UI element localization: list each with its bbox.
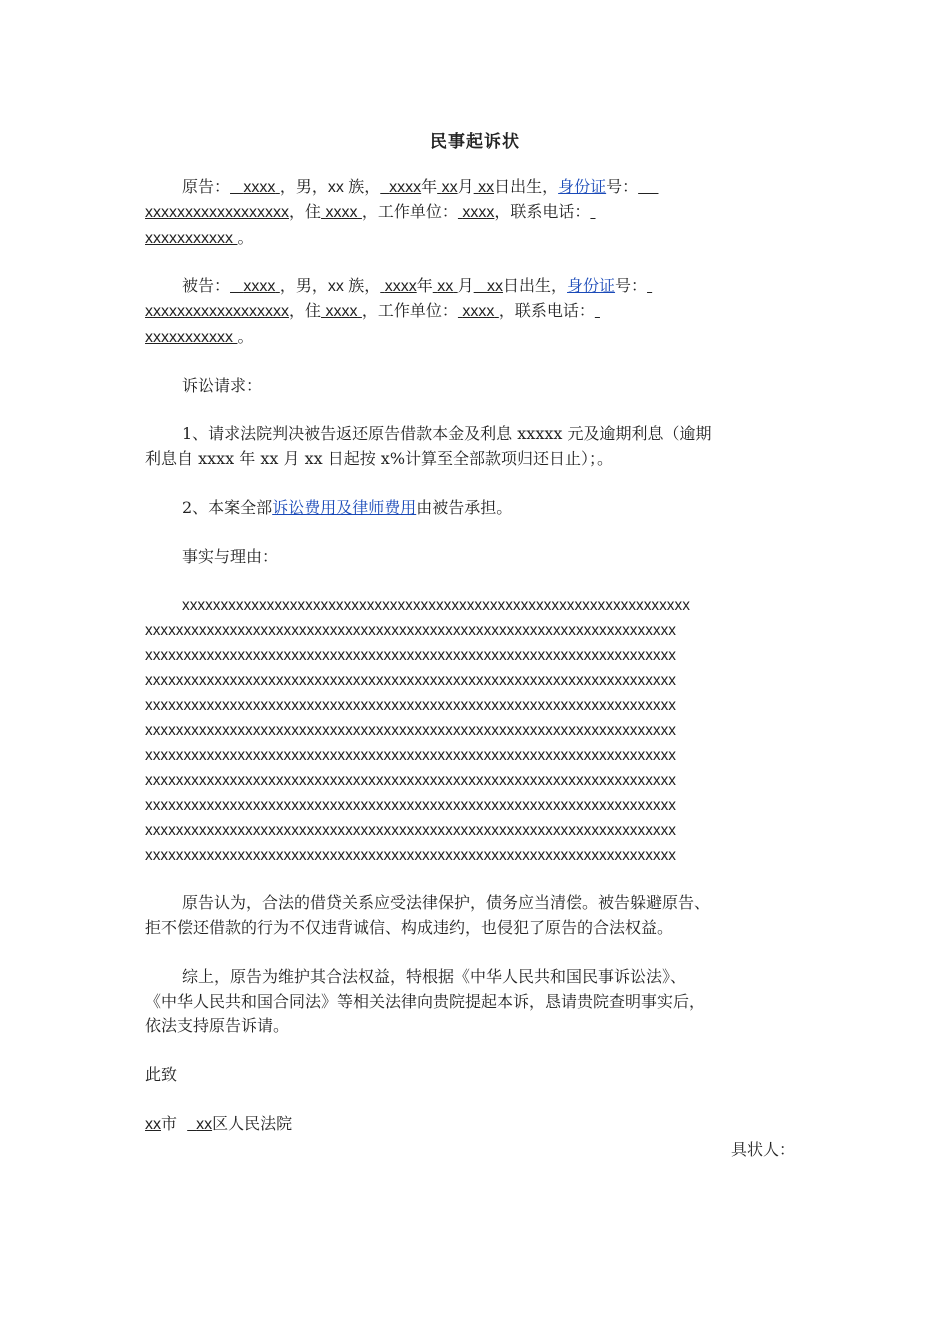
facts-row: xxxxxxxxxxxxxxxxxxxxxxxxxxxxxxxxxxxxxxxxxxxxxxxxxxxxxxxxxxxxxxxxxxxxx [145, 697, 676, 714]
period: 。 [237, 327, 254, 346]
work-label: ，工作单位： [361, 202, 458, 221]
plaintiff-line-1 [182, 175, 658, 200]
defendant-name: xxxx [243, 278, 276, 295]
plaintiff-address: xxxx [325, 204, 358, 221]
work-label: ，工作单位： [361, 301, 458, 320]
day-char: 日出生， [503, 276, 568, 295]
defendant-phone: xxxxxxxxxxx [145, 329, 233, 346]
phone-label: ，联系电话： [494, 202, 591, 221]
plaintiff-gender: ，男，xx 族， [279, 179, 381, 196]
defendant-birth-year: xxxx [384, 278, 417, 295]
facts-row: xxxxxxxxxxxxxxxxxxxxxxxxxxxxxxxxxxxxxxxxxxxxxxxxxxxxxxxxxxxxxxxxxx [182, 597, 690, 614]
facts-row: xxxxxxxxxxxxxxxxxxxxxxxxxxxxxxxxxxxxxxxxxxxxxxxxxxxxxxxxxxxxxxxxxxxxx [145, 722, 676, 739]
plaintiff-birth-year: xxxx [389, 179, 422, 196]
claim-2-prefix: 2、本案全部 [182, 498, 273, 517]
defendant-line-2 [145, 299, 600, 324]
defendant-id-link[interactable]: 身份证 [567, 276, 616, 295]
court-suffix: 区人民法院 [212, 1114, 293, 1133]
facts-row: xxxxxxxxxxxxxxxxxxxxxxxxxxxxxxxxxxxxxxxxxxxxxxxxxxxxxxxxxxxxxxxxxxxxx [145, 672, 676, 689]
plaintiff-id-number: xxxxxxxxxxxxxxxxxx [145, 204, 289, 221]
plaintiff-name: xxxx [243, 179, 276, 196]
summary-line-2: 《中华人民共和国合同法》等相关法律向贵院提起本诉，恳请贵院查明事实后， [145, 992, 706, 1011]
facts-row: xxxxxxxxxxxxxxxxxxxxxxxxxxxxxxxxxxxxxxxxxxxxxxxxxxxxxxxxxxxxxxxxxxxxx [145, 622, 676, 639]
closing-salutation: 此致 [145, 1065, 178, 1084]
court-district: xx [196, 1116, 213, 1133]
claim-1-line-1: 1、请求法院判决被告返还原告借款本金及利息 xxxxx 元及逾期利息（逾期 [182, 424, 712, 443]
claim-2 [182, 496, 512, 520]
defendant-work: xxxx [462, 303, 495, 320]
plaintiff-line-2 [145, 200, 596, 225]
blank [595, 301, 600, 320]
defendant-birth-day: xx [487, 278, 503, 295]
defendant-line-3 [145, 325, 253, 350]
reason-line-1: 原告认为，合法的借贷关系应受法律保护，债务应当清偿。被告躲避原告、 [182, 893, 711, 912]
claim-2-suffix: 由被告承担。 [416, 498, 513, 517]
defendant-address: xxxx [325, 303, 358, 320]
id-suffix: 号： [606, 177, 639, 196]
month-char: 月 [457, 177, 474, 196]
facts-heading: 事实与理由： [182, 547, 279, 566]
plaintiff-id-link[interactable]: 身份证 [558, 177, 607, 196]
day-char: 日出生， [494, 177, 559, 196]
litigation-fees-link[interactable]: 诉讼费用及律师费用 [272, 498, 417, 517]
defendant-line-1 [182, 274, 652, 299]
court-name [145, 1112, 292, 1137]
claim-1-line-2: 利息自 xxxx 年 xx 月 xx 日起按 x%计算至全部款项归还日止）；。 [145, 449, 614, 468]
blank [647, 276, 652, 295]
facts-row: xxxxxxxxxxxxxxxxxxxxxxxxxxxxxxxxxxxxxxxxxxxxxxxxxxxxxxxxxxxxxxxxxxxxx [145, 747, 676, 764]
reason-line-2: 拒不偿还借款的行为不仅违背诚信、构成违约，也侵犯了原告的合法权益。 [145, 918, 674, 937]
plaintiff-phone: xxxxxxxxxxx [145, 230, 233, 247]
addr-label: ，住 [289, 202, 322, 221]
blank [638, 177, 658, 196]
city-suffix: 市 [161, 1114, 178, 1133]
facts-row: xxxxxxxxxxxxxxxxxxxxxxxxxxxxxxxxxxxxxxxxxxxxxxxxxxxxxxxxxxxxxxxxxxxxx [145, 822, 676, 839]
id-suffix: 号： [615, 276, 648, 295]
defendant-gender: ，男，xx 族， [279, 278, 381, 295]
defendant-label: 被告： [182, 276, 231, 295]
signature-label: 具状人： [731, 1140, 796, 1159]
year-char: 年 [421, 177, 438, 196]
facts-row: xxxxxxxxxxxxxxxxxxxxxxxxxxxxxxxxxxxxxxxxxxxxxxxxxxxxxxxxxxxxxxxxxxxxx [145, 772, 676, 789]
facts-row: xxxxxxxxxxxxxxxxxxxxxxxxxxxxxxxxxxxxxxxxxxxxxxxxxxxxxxxxxxxxxxxxxxxxx [145, 797, 676, 814]
year-char: 年 [416, 276, 433, 295]
defendant-birth-month: xx [437, 278, 454, 295]
plaintiff-birth-month: xx [441, 179, 458, 196]
plaintiff-work: xxxx [462, 204, 495, 221]
document-title: 民事起诉状 [430, 132, 520, 152]
plaintiff-label: 原告： [182, 177, 231, 196]
month-char: 月 [457, 276, 474, 295]
facts-row: xxxxxxxxxxxxxxxxxxxxxxxxxxxxxxxxxxxxxxxxxxxxxxxxxxxxxxxxxxxxxxxxxxxxx [145, 847, 676, 864]
phone-label: ，联系电话： [498, 301, 595, 320]
plaintiff-birth-day: xx [478, 179, 495, 196]
facts-row: xxxxxxxxxxxxxxxxxxxxxxxxxxxxxxxxxxxxxxxxxxxxxxxxxxxxxxxxxxxxxxxxxxxxx [145, 647, 676, 664]
plaintiff-line-3 [145, 226, 253, 251]
period: 。 [237, 228, 254, 247]
summary-line-3: 依法支持原告诉请。 [145, 1016, 290, 1035]
summary-line-1: 综上，原告为维护其合法权益，特根据《中华人民共和国民事诉讼法》、 [182, 967, 687, 986]
court-city: xx [145, 1116, 161, 1133]
claims-heading: 诉讼请求： [182, 376, 263, 395]
defendant-id-number: xxxxxxxxxxxxxxxxxx [145, 303, 289, 320]
blank [590, 202, 595, 221]
addr-label: ，住 [289, 301, 322, 320]
